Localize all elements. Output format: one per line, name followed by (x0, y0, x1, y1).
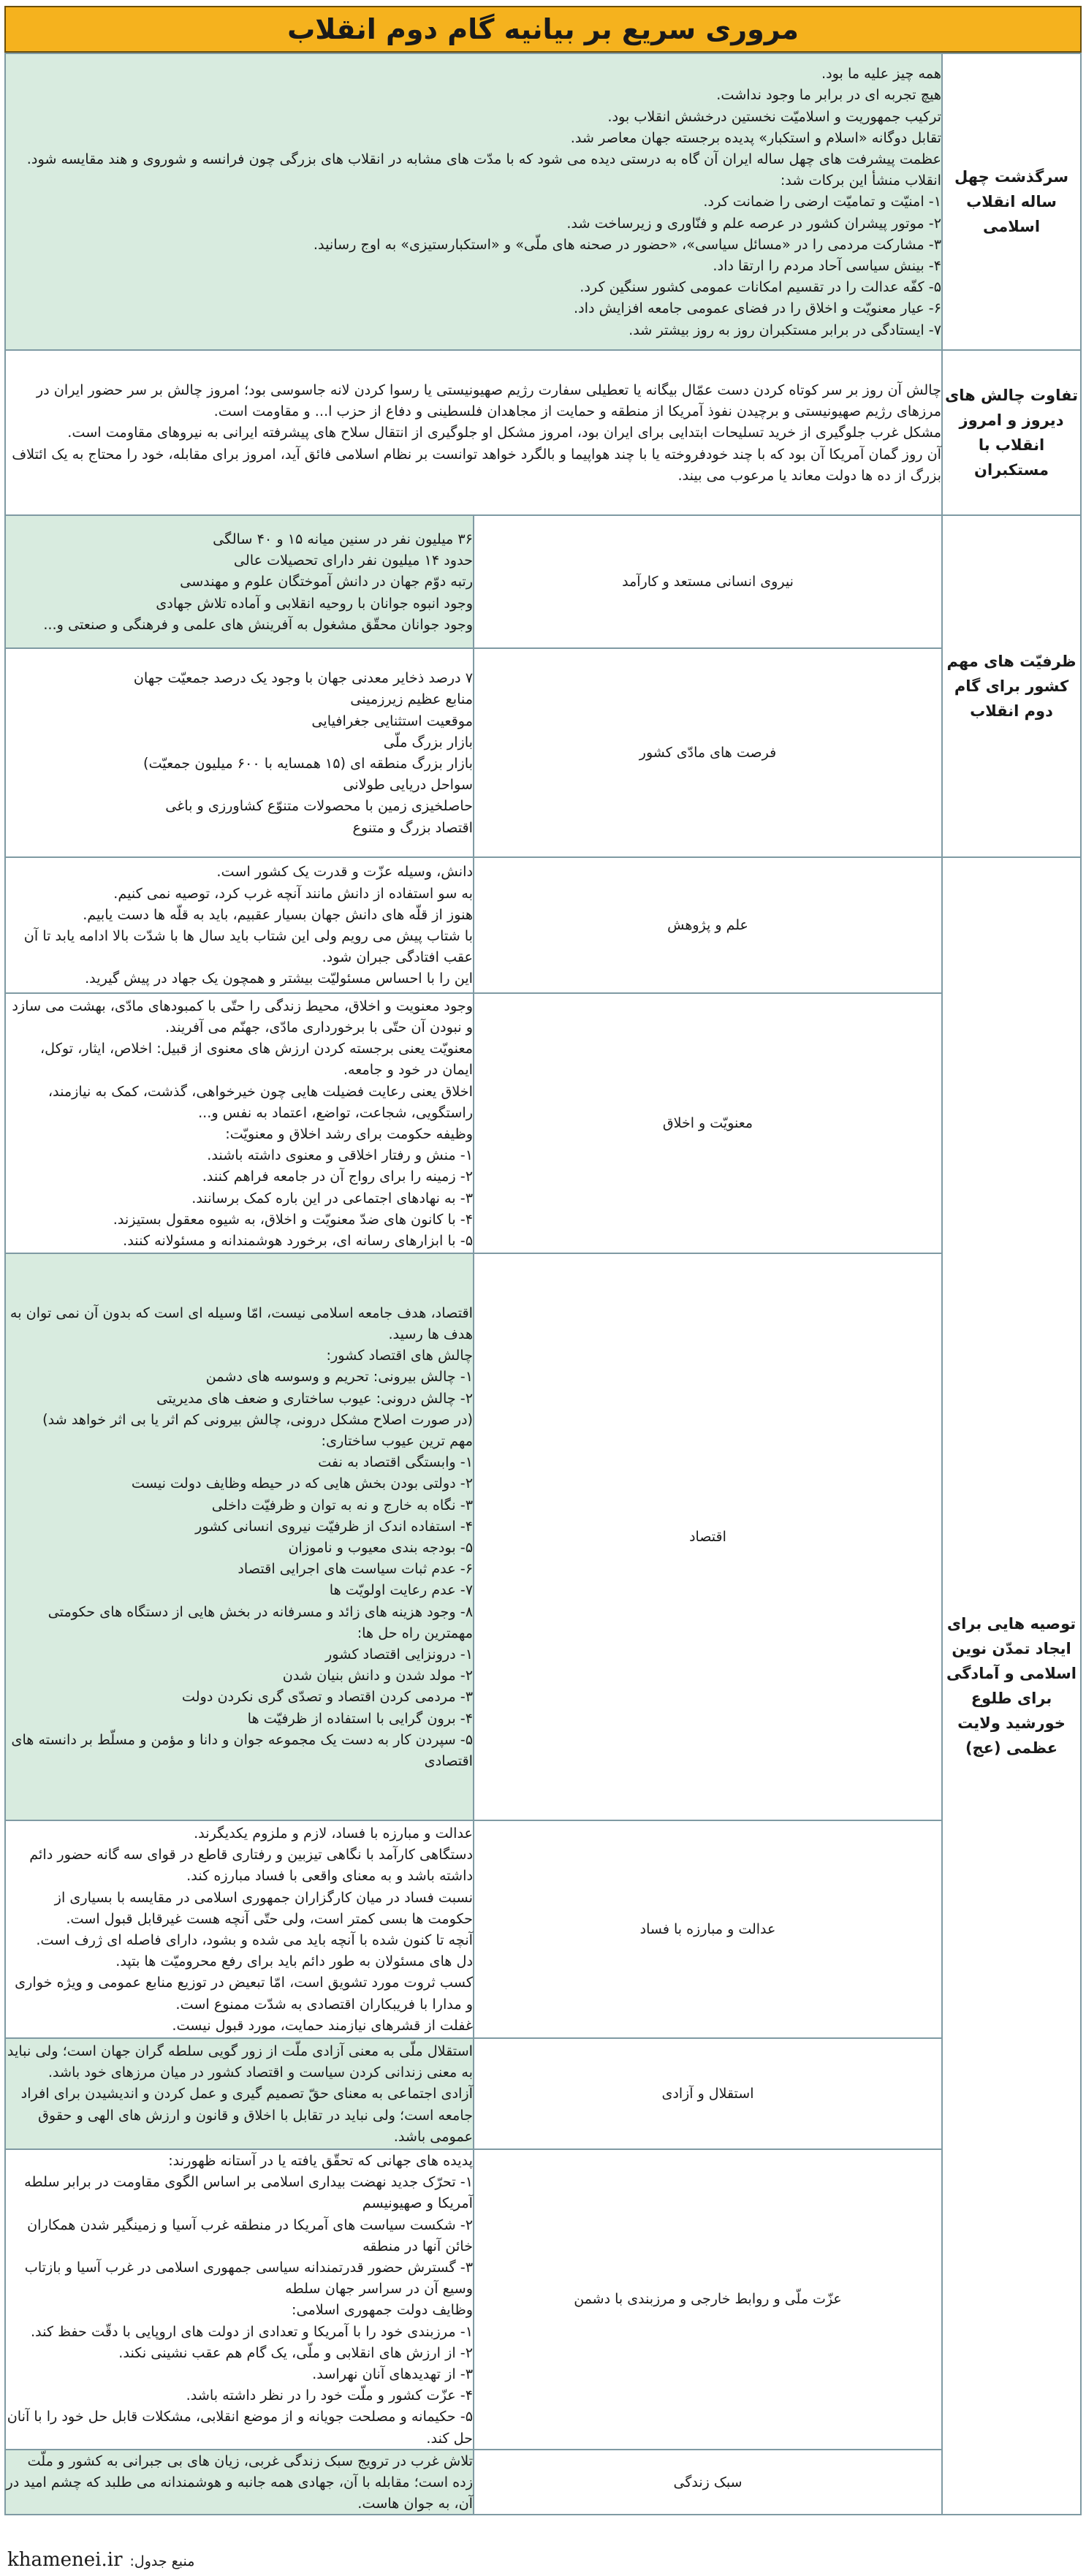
table-row (5, 2149, 1081, 2450)
text-line: آزادی اجتماعی به معنای حقّ تصمیم گیری و عمل کردن و اندیشیدن برای افراد جامعه است؛ ولی نباید در تقابل با اخلاق و قانون و ارزش های الهی و حقوق عمومی باشد. (20, 2085, 473, 2145)
subsection-content (5, 648, 474, 857)
table-row (5, 857, 1081, 993)
text-line: ۲- زمینه را برای رواج آن در جامعه فراهم کنند. (202, 1168, 473, 1185)
text-line: ۱- درونزایی اقتصاد کشور (325, 1646, 473, 1663)
section-label: توصیه هایی برای ایجاد تمدّن نوین اسلامی و آمادگی برای طلوع خورشید ولایت عظمی (عج) (942, 857, 1081, 2515)
text-line: تلاش غرب در ترویج سبک زندگی غربی، زیان های بی جبرانی به کشور و ملّت زده است؛ مقابله با آن، جهادی همه جانبه و هوشمندانه می طلبد که چشم امید در آن، به جوان هاست. (6, 2452, 473, 2512)
text-line: ۵- سپردن کار به دست یک مجموعه جوان و دانا و مؤمن و مسلّط بر دانسته های اقتصادی (11, 1730, 473, 1770)
text-line: هیچ تجربه ای در برابر ما وجود نداشت. (716, 86, 941, 104)
text-line: حاصلخیزی زمین با محصولات متنوّع کشاورزی و باغی (165, 797, 473, 815)
text-line: ۱- چالش بیرونی: تحریم و وسوسه های دشمن (205, 1368, 473, 1386)
text-line: رتبه دوّم جهان در دانش آموختگان علوم و مهندسی (180, 573, 473, 590)
text-line: معنویّت یعنی برجسته کردن ارزش های معنوی از قبیل: اخلاص، ایثار، توکل، ایمان در خود و جامعه. (39, 1040, 473, 1079)
text-line: ۳- مشارکت مردمی را در «مسائل سیاسی»، «حضور در صحنه های ملّی» و «استکبارستیزی» به اوج رسانید. (313, 235, 941, 253)
text-line: هنوز از قلّه های دانش جهان بسیار عقبیم، باید به قلّه ها دست یابیم. (83, 905, 473, 923)
text-line: ۷ درصد ذخایر معدنی جهان با وجود یک درصد جمعیّت جهان (133, 669, 473, 687)
subsection-content (5, 515, 474, 648)
text-line: ۲- دولتی بودن بخش هایی که در حیطه وظایف دولت نیست (131, 1475, 473, 1492)
footer (7, 2549, 194, 2571)
text-line: ۱- امنیّت و تمامیّت ارضی را ضمانت کرد. (703, 193, 941, 210)
page-title: مروری سریع بر بیانیه گام دوم انقلاب (4, 6, 1082, 53)
text-line: ۷- ایستادگی در برابر مستکبران روز به روز بیشتر شد. (629, 321, 941, 338)
text-line: ۳۶ میلیون نفر در سنین میانه ۱۵ و ۴۰ سالگی (213, 530, 473, 547)
text-line: ۴- بینش سیاسی آحاد مردم را ارتقا داد. (713, 257, 941, 274)
text-line: آن روز گمان آمریکا آن بود که با چند خودفروخته یا با چند هواپیما و بالگرد خواهد توانست بر نظام اسلامی فائق آید، امروز برای مقابله، خود را محتاج به یک ائتلاف بزرگ از ده ها دولت معاند یا مرعوب می بیند. (12, 445, 941, 484)
subsection-content (5, 857, 474, 993)
subsection-label: اقتصاد (474, 1253, 942, 1820)
subsection-content (5, 993, 474, 1253)
text-line: غفلت از قشرهای نیازمند حمایت، مورد قبول نیست. (172, 2016, 473, 2034)
subsection-label: سبک زندگی (474, 2450, 942, 2515)
text-line: سواحل دریایی طولانی (343, 776, 473, 794)
text-line: ۷- عدم رعایت اولویّت ها (329, 1581, 473, 1599)
text-line: این را با احساس مسئولیّت بیشتر و همچون یک جهاد در پیش گیرید. (85, 970, 473, 987)
text-line: ۸- وجود هزینه های زائد و مسرفانه در بخش هایی از دستگاه های حکومتی (48, 1603, 473, 1620)
text-line: وجود انبوه جوانان با روحیه انقلابی و آماده تلاش جهادی (156, 594, 473, 612)
text-line: ۱- وابستگی اقتصاد به نفت (318, 1454, 473, 1471)
text-line: عدالت و مبارزه با فساد، لازم و ملزوم یکدیگرند. (194, 1824, 473, 1842)
text-line: مهمترین راه حل ها: (357, 1624, 473, 1641)
text-line: استقلال ملّی به معنی آزادی ملّت از زور گویی سلطه گران جهان است؛ ولی نباید به معنی زندانی کردن سیاست و اقتصاد کشور در میان مرزهای خود باشد. (7, 2042, 473, 2081)
text-line: ۶- عدم ثبات سیاست های اجرایی اقتصاد (238, 1560, 473, 1578)
text-line: وظیفه حکومت برای رشد اخلاق و معنویّت: (225, 1125, 473, 1142)
text-line: اخلاق یعنی رعایت فضیلت هایی چون خیرخواهی، گذشت، کمک به نیازمند، راستگویی، شجاعت، تواضع، اعتماد به نفس و... (48, 1082, 473, 1121)
text-line: موقعیت استثنایی جغرافیایی (311, 712, 473, 729)
text-line: کسب ثروت مورد تشویق است، امّا تبعیض در توزیع منابع عمومی و ویژه خواری و مدارا با فریبکاران اقتصادی به شدّت ممنوع است. (15, 1974, 473, 2013)
source-site: khamenei.ir (7, 2549, 123, 2571)
text-line: اقتصاد بزرگ و متنوع (352, 818, 473, 836)
text-line: به سو استفاده از دانش مانند آنچه غرب کرد، توصیه نمی کنیم. (113, 884, 473, 902)
text-line: ۴- استفاده اندک از ظرفیّت نیروی انسانی کشور (195, 1517, 473, 1535)
text-line: وجود جوانان محقّق مشغول به آفرینش های علمی و فرهنگی و صنعتی و... (43, 615, 473, 633)
subsection-label: فرصت های مادّی کشور (474, 648, 942, 857)
subsection-label: معنویّت و اخلاق (474, 993, 942, 1253)
source-label: منبع جدول: (129, 2553, 195, 2569)
subsection-content (5, 2149, 474, 2450)
text-line: دستگاهی کارآمد با نگاهی تیزبین و رفتاری قاطع در قوای سه گانه حضور دائم داشته باشد و به معنای واقعی با فساد مبارزه کند. (29, 1846, 473, 1885)
text-line: ۵- با ابزارهای رسانه ای، برخورد هوشمندانه و مسئولانه کنند. (123, 1232, 473, 1250)
subsection-content (5, 2038, 474, 2149)
text-line: ۳- به نهادهای اجتماعی در این باره کمک برسانند. (191, 1189, 473, 1207)
text-line: اقتصاد، هدف جامعه اسلامی نیست، امّا وسیله ای است که بدون آن نمی توان به هدف ها رسید. (10, 1304, 473, 1342)
text-line: حدود ۱۴ میلیون نفر دارای تحصیلات عالی (233, 552, 473, 569)
table-row (5, 53, 1081, 350)
section-label: سرگذشت چهل ساله انقلاب اسلامی (942, 53, 1081, 350)
summary-table (4, 53, 1082, 2515)
subsection-label: علم و پژوهش (474, 857, 942, 993)
text-line: با شتاب پیش می رویم ولی این شتاب باید سال ها با شدّت بالا ادامه یابد تا آن عقب افتادگی جبران شود. (23, 927, 473, 966)
table-row (5, 648, 1081, 857)
text-line: ۱- مرزبندی خود را با آمریکا و تعدادی از دولت های اروپایی با دقّت حفظ کند. (30, 2322, 473, 2340)
text-line: وظایف دولت جمهوری اسلامی: (292, 2301, 473, 2319)
table-row (5, 2038, 1081, 2149)
text-line: مهم ترین عیوب ساختاری: (321, 1432, 473, 1449)
text-line: ۲- موتور پیشران کشور در عرصه علم و فنّاوری و زیرساخت شد. (566, 214, 941, 232)
text-line: وجود معنویت و اخلاق، محیط زندگی را حتّی با کمبودهای مادّی، بهشت می سازد و نبودن آن حتّی با برخورداری مادّی، جهنّم می آفریند. (12, 997, 473, 1036)
subsection-label: عزّت ملّی و روابط خارجی و مرزبندی با دشمن (474, 2149, 942, 2450)
text-line: ۵- بودجه بندی معیوب و ناموزان (288, 1539, 473, 1556)
table-row (5, 1820, 1081, 2038)
text-line: ۳- نگاه به خارج و نه به توان و ظرفیّت داخلی (211, 1496, 473, 1513)
table-row (5, 515, 1081, 648)
subsection-content (5, 1253, 474, 1820)
subsection-label: استقلال و آزادی (474, 2038, 942, 2149)
text-line: چالش آن روز بر سر کوتاه کردن دست عمّال بیگانه یا تعطیلی سفارت رژیم صهیونیستی یا رسوا کردن لانه جاسوسی بود؛ امروز چالش بر سر حضور ایران در مرزهای رژیم صهیونیستی و برچیدن نفوذ آمریکا از منطقه و حمایت از مجاهدان فلسطینی و دفاع از حزب ا... و مقاومت است. (36, 381, 941, 420)
text-line: ۲- شکست سیاست های آمریکا در منطقه غرب آسیا و زمینگیر شدن همکاران خائن آنها در منطقه (27, 2216, 473, 2254)
table-row (5, 2450, 1081, 2515)
table-row (5, 993, 1081, 1253)
text-line: ۱- تحرّک جدید نهضت بیداری اسلامی بر اساس الگوی مقاومت در برابر سلطه آمریکا و صهیونیسم (24, 2173, 473, 2212)
text-line: بازار بزرگ ملّی (383, 733, 473, 751)
text-line: ۲- مولد شدن و دانش بنیان شدن (282, 1667, 473, 1684)
subsection-label: نیروی انسانی مستعد و کارآمد (474, 515, 942, 648)
text-line: ۱- منش و رفتار اخلاقی و معنوی داشته باشند. (207, 1147, 473, 1164)
text-line: ۵- حکیمانه و مصلحت جویانه و از موضع انقلابی، مشکلات قابل حل خود را با آنان حل کند. (7, 2408, 473, 2447)
text-line: تقابل دوگانه «اسلام و استکبار» پدیده برجسته جهان معاصر شد. (570, 129, 941, 146)
text-line: ۶- عیار معنویّت و اخلاق را در فضای عمومی جامعه افزایش داد. (574, 300, 941, 317)
section-content (5, 350, 942, 515)
text-line: منابع عظیم زیرزمینی (350, 691, 473, 708)
text-line: انقلاب منشأ این برکات شد: (780, 172, 941, 189)
section-content (5, 53, 942, 350)
text-line: ۳- مردمی کردن اقتصاد و تصدّی گری نکردن دولت (181, 1688, 473, 1706)
text-line: نسبت فساد در میان کارگزاران جمهوری اسلامی در مقایسه با بسیاری از حکومت ها بسی کمتر است، ولی حتّی آنچه هست غیرقابل قبول است. (54, 1888, 473, 1927)
text-line: ۳- گسترش حضور قدرتمندانه سیاسی جمهوری اسلامی در غرب آسیا و بازتاب وسیع آن در سراسر جهان سلطه (24, 2259, 473, 2298)
text-line: همه چیز علیه ما بود. (821, 65, 941, 83)
section-label: تفاوت چالش های دیروز و امروز انقلاب با مستکبران (942, 350, 1081, 515)
subsection-content (5, 2450, 474, 2515)
table-row (5, 1253, 1081, 1820)
text-line: بازار بزرگ منطقه ای (۱۵ همسایه با ۶۰۰ میلیون جمعیّت) (143, 755, 473, 772)
text-line: ۴- برون گرایی با استفاده از ظرفیّت ها (247, 1709, 473, 1727)
subsection-content (5, 1820, 474, 2038)
text-line: ۴- با کانون های ضدّ معنویّت و اخلاق، به شیوه معقول بستیزند. (113, 1210, 473, 1228)
text-line: مشکل غرب جلوگیری از خرید تسلیحات ابتدایی برای ایران بود، امروز مشکل او جلوگیری از انتقال سلاح های پیشرفته ایرانی به نیروهای مقاومت است. (67, 424, 941, 441)
text-line: چالش های اقتصاد کشور: (326, 1347, 473, 1364)
text-line: (در صورت اصلاح مشکل درونی، چالش بیرونی کم اثر یا بی اثر خواهد شد) (42, 1410, 473, 1428)
table-row (5, 350, 1081, 515)
text-line: آنچه تا کنون شده با آنچه باید می شده و بشود، دارای فاصله ای ژرف است. (36, 1931, 473, 1948)
text-line: عظمت پیشرفت های چهل ساله ایران آن گاه به درستی دیده می شود که با مدّت های مشابه در انقلاب های بزرگی چون فرانسه و شوروی و هند مقایسه شود. (26, 150, 941, 167)
text-line: ۴- عزّت کشور و ملّت خود را در نظر داشته باشد. (186, 2387, 473, 2404)
text-line: دل های مسئولان به طور دائم باید برای رفع محرومیّت ها بتپد. (115, 1953, 473, 1970)
text-line: دانش، وسیله عزّت و قدرت یک کشور است. (216, 863, 473, 881)
text-line: پدیده های جهانی که تحقّق یافته یا در آستانه ظهورند: (168, 2152, 473, 2169)
section-label: ظرفیّت های مهم کشور برای گام دوم انقلاب (942, 515, 1081, 857)
text-line: ۵- کفّه عدالت را در تقسیم امکانات عمومی کشور سنگین کرد. (580, 278, 941, 296)
text-line: ۳- از تهدیدهای آنان نهراسد. (312, 2366, 473, 2383)
text-line: ۲- از ارزش های انقلابی و ملّی، یک گام هم عقب نشینی نکند. (118, 2344, 473, 2361)
text-line: ترکیب جمهوریت و اسلامیّت نخستین درخشش انقلاب بود. (607, 107, 941, 125)
text-line: ۲- چالش درونی: عیوب ساختاری و ضعف های مدیریتی (156, 1389, 473, 1407)
subsection-label: عدالت و مبارزه با فساد (474, 1820, 942, 2038)
